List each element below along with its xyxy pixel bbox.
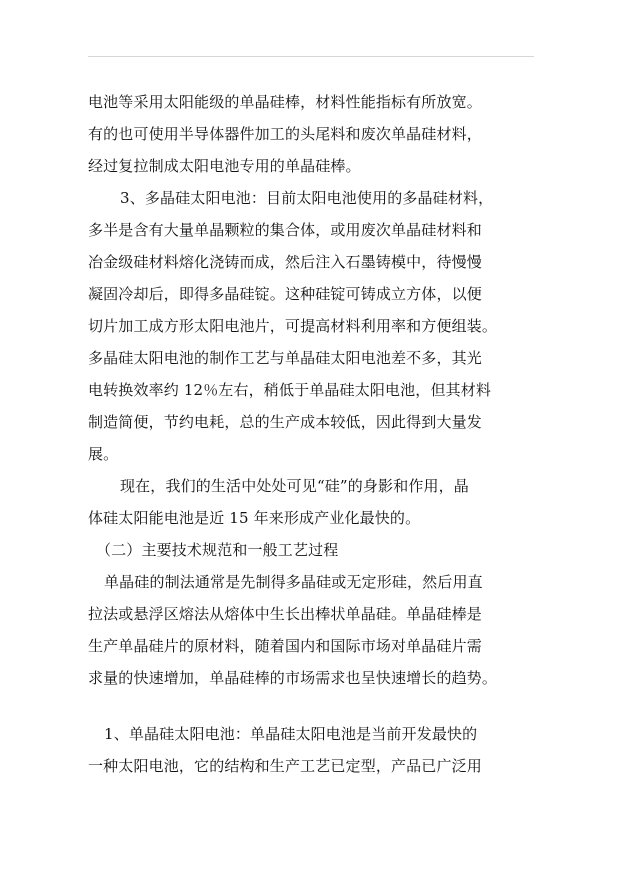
paragraph-line: 单晶硅的制法通常是先制得多晶硅或无定形硅，然后用直 [104,573,483,591]
paragraph-line: 3、多晶硅太阳电池：目前太阳电池使用的多晶硅材料， [120,189,494,207]
paragraph-line: 有的也可使用半导体器件加工的头尾料和废次单晶硅材料， [88,125,482,143]
paragraph-line: 切片加工成方形太阳电池片，可提高材料利用率和方便组装。 [88,317,498,335]
paragraph-line: 一种太阳电池，它的结构和生产工艺已定型，产品已广泛用 [88,757,482,775]
paragraph-line: 现在，我们的生活中处处可见“硅”的身影和作用，晶 [120,477,469,495]
paragraph-line: 凝固冷却后，即得多晶硅锭。这种硅锭可铸成立方体，以便 [88,285,482,303]
paragraph-line: 生产单晶硅片的原材料，随着国内和国际市场对单晶硅片需 [88,637,482,655]
section-heading: （二）主要技术规范和一般工艺过程 [96,541,339,559]
paragraph-line: 多半是含有大量单晶颗粒的集合体，或用废次单晶硅材料和 [88,221,482,239]
paragraph-line: 多晶硅太阳电池的制作工艺与单晶硅太阳电池差不多，其光 [88,349,482,367]
paragraph-line: 电转换效率约 12％左右，稍低于单晶硅太阳电池，但其材料 [88,381,492,399]
paragraph-line: 体硅太阳能电池是近 15 年来形成产业化最快的。 [88,509,421,527]
paragraph-line: 求量的快速增加，单晶硅棒的市场需求也呈快速增长的趋势。 [88,669,498,687]
paragraph-line: 经过复拉制成太阳电池专用的单晶硅棒。 [88,157,361,175]
paragraph-line: 拉法或悬浮区熔法从熔体中生长出棒状单晶硅。单晶硅棒是 [88,605,482,623]
paragraph-line: 冶金级硅材料熔化浇铸而成，然后注入石墨铸模中，待慢慢 [88,253,482,271]
header-rule [88,56,534,57]
paragraph-line: 制造简便，节约电耗，总的生产成本较低，因此得到大量发 [88,413,482,431]
paragraph-line: 展。 [88,445,119,463]
paragraph-line: 电池等采用太阳能级的单晶硅棒，材料性能指标有所放宽。 [88,93,482,111]
paragraph-line: 1、单晶硅太阳电池：单晶硅太阳电池是当前开发最快的 [104,725,478,743]
